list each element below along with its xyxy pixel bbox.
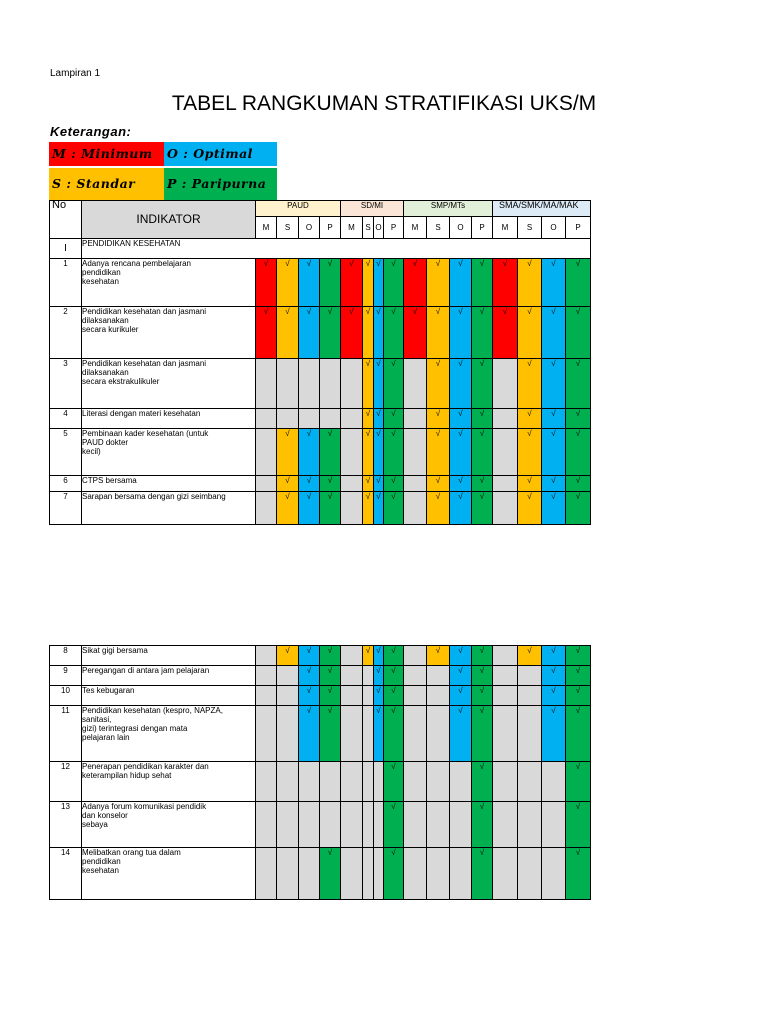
empty-cell: [299, 848, 320, 900]
check-mark: √: [472, 492, 493, 525]
empty-cell: [427, 848, 450, 900]
check-mark: √: [384, 802, 404, 848]
empty-cell: [341, 706, 363, 762]
row-number: 11: [50, 706, 82, 762]
empty-cell: [341, 666, 363, 686]
check-mark: √: [518, 409, 542, 429]
empty-cell: [363, 848, 374, 900]
empty-cell: [363, 666, 374, 686]
check-mark: √: [518, 476, 542, 492]
table-row: [50, 802, 591, 848]
check-mark: √: [450, 706, 472, 762]
header-col-s: S: [363, 217, 374, 239]
check-mark: √: [472, 686, 493, 706]
check-mark: √: [427, 259, 450, 307]
empty-cell: [493, 802, 518, 848]
check-mark: √: [566, 307, 591, 359]
empty-cell: [493, 476, 518, 492]
empty-cell: [256, 429, 277, 476]
header-col-s: S: [277, 217, 299, 239]
check-mark: √: [341, 259, 363, 307]
check-mark: √: [363, 409, 374, 429]
empty-cell: [341, 646, 363, 666]
check-mark: √: [363, 429, 374, 476]
empty-cell: [320, 409, 341, 429]
check-mark: √: [518, 646, 542, 666]
empty-cell: [299, 359, 320, 409]
check-mark: √: [518, 307, 542, 359]
empty-cell: [341, 762, 363, 802]
check-mark: √: [320, 259, 341, 307]
row-number: 9: [50, 666, 82, 686]
table-row: [50, 686, 591, 706]
check-mark: √: [450, 259, 472, 307]
row-number: 14: [50, 848, 82, 900]
stratification-table-part-1: [49, 200, 591, 525]
empty-cell: [277, 706, 299, 762]
header-col-o: O: [374, 217, 384, 239]
row-number: 1: [50, 259, 82, 307]
check-mark: √: [277, 492, 299, 525]
row-number: 5: [50, 429, 82, 476]
check-mark: √: [384, 762, 404, 802]
indicator-text: Pembinaan kader kesehatan (untuk PAUD dokter kecil): [82, 429, 256, 476]
check-mark: √: [384, 686, 404, 706]
check-mark: √: [374, 646, 384, 666]
check-mark: √: [404, 259, 427, 307]
empty-cell: [341, 476, 363, 492]
check-mark: √: [542, 686, 566, 706]
header-group-1: SD/MI: [341, 201, 404, 217]
check-mark: √: [542, 429, 566, 476]
empty-cell: [427, 762, 450, 802]
empty-cell: [427, 686, 450, 706]
table-row: [50, 646, 591, 666]
check-mark: √: [566, 666, 591, 686]
empty-cell: [277, 359, 299, 409]
check-mark: √: [427, 476, 450, 492]
table-row: [50, 706, 591, 762]
row-number: 6: [50, 476, 82, 492]
check-mark: √: [374, 686, 384, 706]
header-indikator: INDIKATOR: [82, 201, 256, 239]
empty-cell: [493, 409, 518, 429]
empty-cell: [256, 848, 277, 900]
check-mark: √: [450, 686, 472, 706]
table-row: [50, 409, 591, 429]
check-mark: √: [374, 492, 384, 525]
check-mark: √: [384, 492, 404, 525]
header-group-2: SMP/MTs: [404, 201, 493, 217]
check-mark: √: [542, 476, 566, 492]
empty-cell: [277, 802, 299, 848]
empty-cell: [493, 706, 518, 762]
check-mark: √: [450, 429, 472, 476]
check-mark: √: [472, 259, 493, 307]
header-col-o: O: [542, 217, 566, 239]
check-mark: √: [566, 409, 591, 429]
check-mark: √: [299, 259, 320, 307]
check-mark: √: [320, 848, 341, 900]
check-mark: √: [472, 476, 493, 492]
check-mark: √: [384, 409, 404, 429]
check-mark: √: [277, 476, 299, 492]
check-mark: √: [542, 359, 566, 409]
check-mark: √: [363, 307, 374, 359]
empty-cell: [450, 802, 472, 848]
check-mark: √: [374, 307, 384, 359]
empty-cell: [518, 686, 542, 706]
check-mark: √: [299, 476, 320, 492]
empty-cell: [256, 802, 277, 848]
empty-cell: [404, 646, 427, 666]
check-mark: √: [277, 259, 299, 307]
check-mark: √: [363, 259, 374, 307]
empty-cell: [493, 646, 518, 666]
indicator-text: Sikat gigi bersama: [82, 646, 256, 666]
empty-cell: [341, 848, 363, 900]
header-col-m: M: [404, 217, 427, 239]
row-number: 7: [50, 492, 82, 525]
check-mark: √: [320, 706, 341, 762]
check-mark: √: [341, 307, 363, 359]
check-mark: √: [277, 429, 299, 476]
check-mark: √: [566, 706, 591, 762]
empty-cell: [341, 409, 363, 429]
empty-cell: [404, 409, 427, 429]
attachment-label: Lampiran 1: [50, 68, 101, 79]
empty-cell: [277, 666, 299, 686]
empty-cell: [256, 666, 277, 686]
indicator-text: Tes kebugaran: [82, 686, 256, 706]
empty-cell: [404, 706, 427, 762]
empty-cell: [518, 706, 542, 762]
empty-cell: [493, 848, 518, 900]
header-col-m: M: [256, 217, 277, 239]
legend-optimal: O : Optimal: [164, 142, 277, 166]
check-mark: √: [384, 476, 404, 492]
empty-cell: [256, 646, 277, 666]
empty-cell: [256, 409, 277, 429]
empty-cell: [363, 706, 374, 762]
check-mark: √: [450, 492, 472, 525]
indicator-text: Pendidikan kesehatan dan jasmani dilaksanakan secara kurikuler: [82, 307, 256, 359]
empty-cell: [450, 848, 472, 900]
check-mark: √: [299, 429, 320, 476]
check-mark: √: [518, 429, 542, 476]
empty-cell: [493, 359, 518, 409]
empty-cell: [427, 802, 450, 848]
empty-cell: [404, 492, 427, 525]
empty-cell: [518, 666, 542, 686]
page-title: TABEL RANGKUMAN STRATIFIKASI UKS/M: [171, 92, 597, 115]
empty-cell: [493, 666, 518, 686]
check-mark: √: [566, 429, 591, 476]
header-col-p: P: [566, 217, 591, 239]
row-number: 12: [50, 762, 82, 802]
empty-cell: [256, 762, 277, 802]
check-mark: √: [472, 409, 493, 429]
check-mark: √: [472, 762, 493, 802]
empty-cell: [256, 476, 277, 492]
check-mark: √: [542, 666, 566, 686]
header-col-s: S: [518, 217, 542, 239]
check-mark: √: [427, 409, 450, 429]
check-mark: √: [320, 429, 341, 476]
indicator-text: Pendidikan kesehatan (kespro, NAPZA, sanitasi, gizi) terintegrasi dengan mata pelajaran lain: [82, 706, 256, 762]
empty-cell: [320, 762, 341, 802]
empty-cell: [256, 492, 277, 525]
check-mark: √: [384, 706, 404, 762]
check-mark: √: [299, 686, 320, 706]
check-mark: √: [299, 307, 320, 359]
check-mark: √: [566, 848, 591, 900]
check-mark: √: [299, 706, 320, 762]
check-mark: √: [427, 307, 450, 359]
check-mark: √: [363, 359, 374, 409]
legend-standar: S : Standar: [49, 168, 164, 200]
empty-cell: [374, 848, 384, 900]
check-mark: √: [320, 492, 341, 525]
check-mark: √: [542, 706, 566, 762]
check-mark: √: [256, 307, 277, 359]
empty-cell: [256, 686, 277, 706]
check-mark: √: [566, 476, 591, 492]
empty-cell: [518, 762, 542, 802]
table-row: [50, 476, 591, 492]
stratification-table-part-2: [49, 645, 591, 900]
indicator-text: Adanya rencana pembelajaran pendidikan kesehatan: [82, 259, 256, 307]
check-mark: √: [374, 706, 384, 762]
empty-cell: [404, 686, 427, 706]
check-mark: √: [363, 646, 374, 666]
legend-paripurna: P : Paripurna: [164, 168, 277, 200]
row-number: 10: [50, 686, 82, 706]
row-number: 2: [50, 307, 82, 359]
check-mark: √: [450, 476, 472, 492]
indicator-text: Literasi dengan materi kesehatan: [82, 409, 256, 429]
check-mark: √: [518, 492, 542, 525]
table-row: [50, 429, 591, 476]
row-number: 3: [50, 359, 82, 409]
empty-cell: [256, 359, 277, 409]
empty-cell: [299, 409, 320, 429]
check-mark: √: [320, 476, 341, 492]
check-mark: √: [374, 359, 384, 409]
indicator-text: Penerapan pendidikan karakter dan keterampilan hidup sehat: [82, 762, 256, 802]
check-mark: √: [384, 259, 404, 307]
check-mark: √: [299, 666, 320, 686]
empty-cell: [542, 762, 566, 802]
header-no: No: [50, 201, 82, 239]
empty-cell: [256, 706, 277, 762]
empty-cell: [518, 848, 542, 900]
check-mark: √: [542, 259, 566, 307]
check-mark: √: [472, 666, 493, 686]
check-mark: √: [320, 646, 341, 666]
check-mark: √: [472, 307, 493, 359]
empty-cell: [341, 802, 363, 848]
check-mark: √: [299, 646, 320, 666]
empty-cell: [404, 848, 427, 900]
check-mark: √: [542, 409, 566, 429]
check-mark: √: [427, 429, 450, 476]
header-group-0: PAUD: [256, 201, 341, 217]
check-mark: √: [472, 706, 493, 762]
empty-cell: [404, 359, 427, 409]
empty-cell: [450, 762, 472, 802]
empty-cell: [277, 762, 299, 802]
check-mark: √: [493, 259, 518, 307]
check-mark: √: [427, 492, 450, 525]
check-mark: √: [566, 762, 591, 802]
table-row: [50, 359, 591, 409]
check-mark: √: [374, 259, 384, 307]
empty-cell: [277, 686, 299, 706]
check-mark: √: [427, 359, 450, 409]
header-col-o: O: [299, 217, 320, 239]
empty-cell: [404, 429, 427, 476]
check-mark: √: [472, 848, 493, 900]
check-mark: √: [384, 359, 404, 409]
empty-cell: [518, 802, 542, 848]
empty-cell: [404, 802, 427, 848]
table-row: [50, 307, 591, 359]
check-mark: √: [320, 686, 341, 706]
indicator-text: Adanya forum komunikasi pendidik dan konselor sebaya: [82, 802, 256, 848]
empty-cell: [493, 429, 518, 476]
check-mark: √: [566, 259, 591, 307]
check-mark: √: [277, 307, 299, 359]
check-mark: √: [518, 259, 542, 307]
check-mark: √: [450, 666, 472, 686]
check-mark: √: [450, 646, 472, 666]
header-col-p: P: [384, 217, 404, 239]
check-mark: √: [450, 409, 472, 429]
check-mark: √: [384, 307, 404, 359]
check-mark: √: [542, 307, 566, 359]
table-row: [50, 259, 591, 307]
check-mark: √: [566, 646, 591, 666]
legend-heading: Keterangan:: [50, 124, 132, 139]
check-mark: √: [566, 802, 591, 848]
check-mark: √: [363, 476, 374, 492]
empty-cell: [404, 476, 427, 492]
header-col-o: O: [450, 217, 472, 239]
check-mark: √: [384, 666, 404, 686]
table-row: [50, 848, 591, 900]
check-mark: √: [374, 409, 384, 429]
legend-minimum: M : Minimum: [49, 142, 164, 166]
header-group-3: SMA/SMK/MA/MAK: [493, 201, 591, 217]
check-mark: √: [384, 429, 404, 476]
indicator-text: Pendidikan kesehatan dan jasmani dilaksanakan secara ekstrakulikuler: [82, 359, 256, 409]
empty-cell: [341, 492, 363, 525]
empty-cell: [427, 666, 450, 686]
check-mark: √: [384, 646, 404, 666]
check-mark: √: [299, 492, 320, 525]
empty-cell: [374, 802, 384, 848]
empty-cell: [320, 802, 341, 848]
empty-cell: [341, 429, 363, 476]
indicator-text: Peregangan di antara jam pelajaran: [82, 666, 256, 686]
empty-cell: [374, 762, 384, 802]
table-row: [50, 492, 591, 525]
empty-cell: [299, 802, 320, 848]
header-col-p: P: [320, 217, 341, 239]
check-mark: √: [518, 359, 542, 409]
check-mark: √: [374, 476, 384, 492]
empty-cell: [542, 848, 566, 900]
check-mark: √: [404, 307, 427, 359]
empty-cell: [341, 359, 363, 409]
empty-cell: [404, 666, 427, 686]
indicator-text: Melibatkan orang tua dalam pendidikan kesehatan: [82, 848, 256, 900]
table-row: [50, 762, 591, 802]
empty-cell: [542, 802, 566, 848]
header-col-m: M: [341, 217, 363, 239]
check-mark: √: [472, 802, 493, 848]
empty-cell: [363, 686, 374, 706]
check-mark: √: [472, 359, 493, 409]
check-mark: √: [320, 666, 341, 686]
empty-cell: [404, 762, 427, 802]
check-mark: √: [374, 666, 384, 686]
row-number: 8: [50, 646, 82, 666]
header-col-m: M: [493, 217, 518, 239]
empty-cell: [363, 762, 374, 802]
check-mark: √: [363, 492, 374, 525]
check-mark: √: [493, 307, 518, 359]
empty-cell: [363, 802, 374, 848]
table-row: [50, 666, 591, 686]
empty-cell: [493, 762, 518, 802]
check-mark: √: [384, 848, 404, 900]
empty-cell: [427, 706, 450, 762]
check-mark: √: [472, 646, 493, 666]
check-mark: √: [542, 646, 566, 666]
check-mark: √: [566, 686, 591, 706]
empty-cell: [493, 686, 518, 706]
indicator-text: Sarapan bersama dengan gizi seimbang: [82, 492, 256, 525]
indicator-text: CTPS bersama: [82, 476, 256, 492]
check-mark: √: [256, 259, 277, 307]
row-number: 4: [50, 409, 82, 429]
check-mark: √: [566, 492, 591, 525]
header-col-s: S: [427, 217, 450, 239]
check-mark: √: [427, 646, 450, 666]
check-mark: √: [320, 307, 341, 359]
empty-cell: [320, 359, 341, 409]
section-title: PENDIDIKAN KESEHATAN: [82, 239, 591, 259]
check-mark: √: [450, 359, 472, 409]
check-mark: √: [374, 429, 384, 476]
check-mark: √: [472, 429, 493, 476]
empty-cell: [277, 409, 299, 429]
empty-cell: [277, 848, 299, 900]
check-mark: √: [566, 359, 591, 409]
empty-cell: [493, 492, 518, 525]
section-number: I: [50, 239, 82, 259]
empty-cell: [299, 762, 320, 802]
header-col-p: P: [472, 217, 493, 239]
check-mark: √: [542, 492, 566, 525]
row-number: 13: [50, 802, 82, 848]
empty-cell: [341, 686, 363, 706]
check-mark: √: [450, 307, 472, 359]
check-mark: √: [277, 646, 299, 666]
